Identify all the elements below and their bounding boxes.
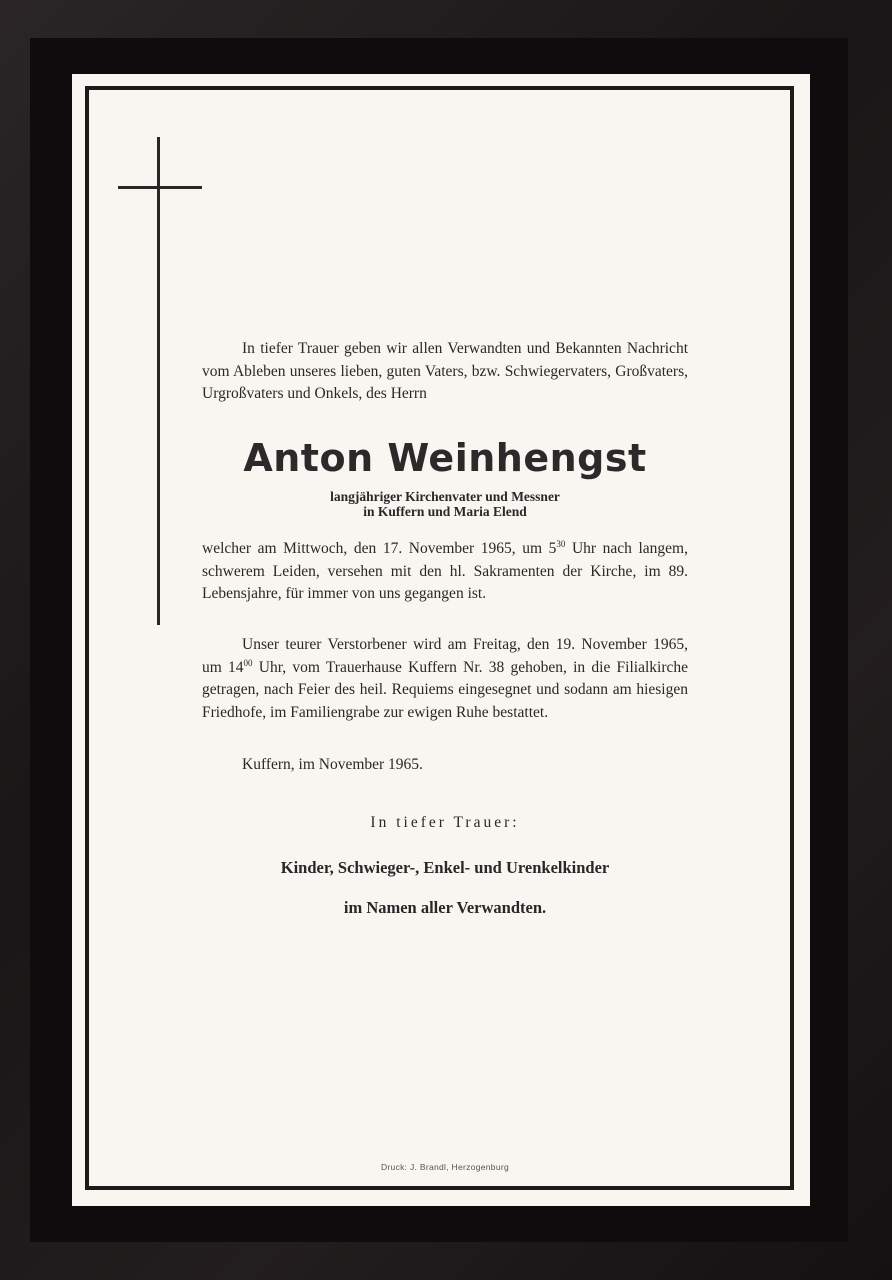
place-date: Kuffern, im November 1965.	[242, 756, 423, 773]
mourning-heading: In tiefer Trauer:	[370, 814, 520, 831]
burial-time-minutes: 00	[243, 657, 253, 668]
family-line-2: im Namen aller Verwandten.	[343, 898, 547, 917]
deceased-roles	[202, 489, 688, 519]
passing-paragraph	[202, 538, 688, 606]
cross-icon-horizontal-bar	[118, 186, 202, 189]
printer-credit: Druck: J. Brandl, Herzogenburg	[380, 1162, 510, 1172]
intro-text: In tiefer Trauer geben wir allen Verwandten und Bekannten Nachricht vom Ableben unseres lieben, guten Vaters, bzw. Schwiegervaters, Großvaters, Urgroßvaters und Onkels, des Herrn	[202, 340, 688, 402]
cross-icon-vertical-bar	[157, 137, 160, 625]
burial-paragraph	[202, 634, 688, 724]
roles-line-1: langjähriger Kirchenvater und Messner	[330, 489, 560, 504]
roles-line-2: in Kuffern und Maria Elend	[363, 504, 527, 519]
deceased-name: Anton Weinhengst	[243, 436, 647, 480]
family-line-1: Kinder, Schwieger-, Enkel- und Urenkelkinder	[280, 858, 610, 877]
burial-text-1: Unser teurer Verstorbener wird am Freitag, den 19. November 1965, um 14	[202, 636, 688, 676]
passing-time-minutes: 30	[556, 539, 566, 549]
intro-paragraph	[202, 338, 688, 406]
burial-text-2: Uhr, vom Trauerhause Kuffern Nr. 38 gehoben, in die Filialkirche getragen, nach Feier des heil. Requiems eingesegnet und sodann am hiesigen Friedhofe, im Familiengrabe zur ewigen Ruhe bestattet.	[202, 658, 688, 721]
passing-text-2: Uhr nach langem, schwerem Leiden, versehen mit den hl. Sakramenten der Kirche, im 89. Lebensjahre, für immer von uns gegangen ist.	[202, 540, 688, 602]
passing-text-1: welcher am Mittwoch, den 17. November 1965, um 5	[202, 540, 557, 557]
